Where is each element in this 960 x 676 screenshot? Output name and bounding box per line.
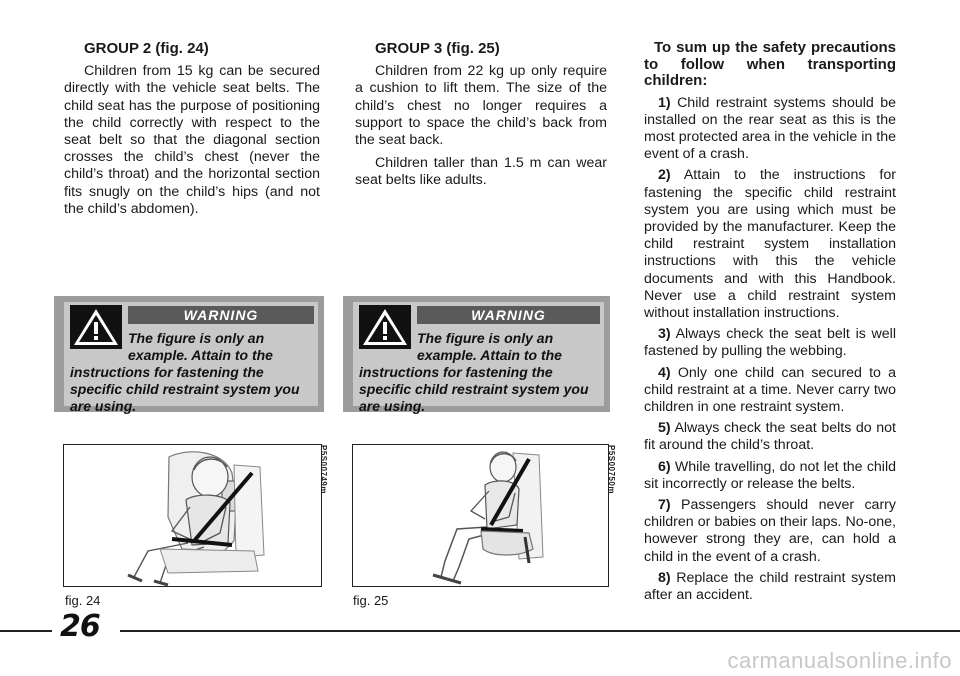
- page-number: 26: [60, 609, 100, 644]
- list-item: [644, 570, 896, 604]
- figure-caption: fig. 24: [65, 593, 101, 608]
- figure-24: [63, 444, 322, 587]
- item-text: While travelling, do not let the child sit incorrectly or release the belts.: [644, 458, 896, 492]
- warning-box-2: [343, 296, 610, 412]
- item-number: 5): [658, 420, 671, 437]
- list-item: [644, 326, 896, 360]
- item-number: 8): [658, 569, 671, 586]
- warning-box-inner: [64, 302, 318, 414]
- list-item: [644, 167, 896, 322]
- item-text: Child restraint systems should be installed on the rear seat as this is the most protected area in the vehicle in the event of a crash.: [644, 94, 896, 163]
- warning-text: The figure is only an example. Attain to the instructions for fastening the specific child restraint system you are using.: [70, 330, 300, 414]
- list-item: [644, 459, 896, 493]
- group-3-paragraph-2: Children taller than 1.5 m can wear seat belts like adults.: [355, 155, 607, 189]
- warning-label: WARNING: [417, 306, 600, 324]
- item-text: Always check the seat belt is well fastened by pulling the webbing.: [644, 326, 896, 360]
- item-text: Attain to the instructions for fastening the specific child restraint system you are using which must be provided by the manufacturer. Keep the child restraint system installation instructions with this the vehicle documents and with this Handbook. Never use a child restraint system without installation instructions.: [644, 167, 896, 321]
- item-text: Only one child can secured to a child restraint at a time. Never carry two children in one restraint system.: [644, 364, 896, 415]
- figure-code: P5S00749m: [319, 445, 328, 494]
- list-item: [644, 95, 896, 164]
- page-rule-left: [0, 630, 52, 632]
- group-3-heading: GROUP 3 (fig. 25): [375, 40, 500, 57]
- warning-text: The figure is only an example. Attain to the instructions for fastening the specific child restraint system you are using.: [359, 330, 589, 414]
- group-2-paragraph: Children from 15 kg can be secured directly with the vehicle seat belts. The child seat has the purpose of positioning the child correctly with respect to the seat belt so that the diagonal section crosses the child’s chest (never the child’s throat) and the horizontal section fits snugly on the child’s hips (and not the child’s abdomen).: [64, 63, 320, 217]
- warning-box-1: [54, 296, 324, 412]
- watermark: carmanualsonline.info: [727, 648, 952, 673]
- item-text: Passengers should never carry children or babies on their laps. No-one, however strong they are, can hold a child in the event of a crash.: [644, 496, 896, 565]
- figure-caption: fig. 25: [353, 593, 389, 608]
- list-item: [644, 420, 896, 454]
- item-number: 7): [658, 496, 671, 513]
- warning-text-container: [70, 330, 312, 415]
- group-2-heading: GROUP 2 (fig. 24): [84, 40, 209, 57]
- figure-25: [352, 444, 609, 587]
- child-cushion-illustration-icon: [353, 445, 608, 586]
- item-text: Replace the child restraint system after an accident.: [644, 569, 896, 603]
- safety-summary-intro: To sum up the safety precautions to follow when transporting children:: [644, 39, 896, 89]
- item-number: 6): [658, 458, 671, 475]
- list-item: [644, 365, 896, 417]
- warning-box-inner: [353, 302, 604, 414]
- page-rule-right: [120, 630, 960, 632]
- group-3-paragraph-1: Children from 22 kg up only require a cushion to lift them. The size of the child’s chest no longer requires a support to space the child’s back from the seat back.: [355, 63, 607, 149]
- warning-text-container: [359, 330, 598, 415]
- figure-code: P5S00750m: [607, 445, 616, 494]
- item-number: 4): [658, 364, 671, 381]
- item-number: 2): [658, 167, 671, 184]
- item-text: Always check the seat belts do not fit around the child’s throat.: [644, 420, 896, 454]
- warning-label: WARNING: [128, 306, 314, 324]
- list-item: [644, 497, 896, 566]
- item-number: 3): [658, 326, 671, 343]
- item-number: 1): [658, 94, 671, 111]
- column-group-2: [64, 40, 320, 218]
- column-safety-summary: [644, 40, 896, 604]
- child-seat-illustration-icon: [64, 445, 321, 586]
- column-group-3: [355, 40, 607, 190]
